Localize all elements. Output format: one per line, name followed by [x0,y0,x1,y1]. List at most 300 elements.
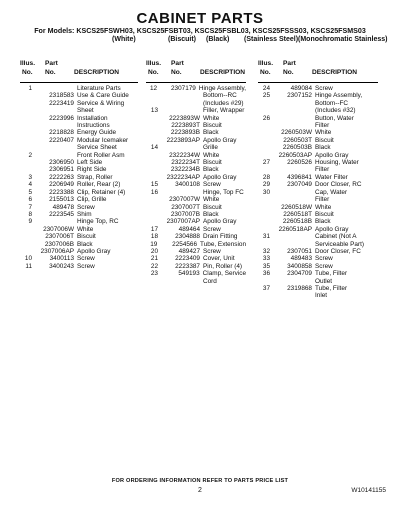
part-description: Black [77,240,93,248]
part-row [258,263,378,270]
part-description: Tube, Extension [200,240,246,248]
part-row [146,233,246,240]
header-no: No. [283,69,294,76]
part-row [146,218,246,225]
part-row [258,181,378,188]
illus-number [258,196,272,203]
illus-number [146,211,160,218]
part-row [20,226,138,233]
part-row [20,211,138,218]
part-description: Biscuit [203,159,222,167]
part-number [272,107,315,114]
part-description: Apollo Gray [315,225,349,233]
part-row [20,196,138,203]
illus-number: 32 [262,247,270,255]
illus-number: 31 [262,233,270,241]
part-number: 489084 [290,85,312,92]
part-number: 2307006W [43,225,74,233]
part-description: White [77,225,94,233]
part-row [258,196,378,203]
part-description: Roller, Rear (2) [77,181,121,189]
part-number [160,100,203,107]
part-number: 2260518B [282,218,312,226]
part-number: 2260503W [281,129,312,137]
part-number [160,92,203,99]
part-row [146,226,246,233]
part-description: Black [315,218,331,226]
part-description: Filler, Wrapper [203,107,245,115]
part-description: Clip, Grille [77,196,107,204]
part-description: Apollo Gray [203,173,237,181]
part-number: 2322234AP [166,173,200,181]
part-description: Black [315,144,331,152]
part-description: Hinge Top, RC [77,218,119,226]
part-description: Screw [203,181,221,189]
color-monochromatic: (Monochromatic Stainless) [298,36,388,43]
part-description: Screw [203,225,221,233]
header-description: DESCRIPTION [200,69,246,76]
header-no: No. [45,69,56,76]
part-number: 3400113 [49,255,74,263]
header-part: Part [45,60,58,67]
part-row [258,92,378,99]
illus-number [20,115,34,122]
part-number: 2223388 [49,188,74,196]
part-row [20,166,138,173]
part-description: Serviceable Part) [315,240,365,248]
part-row [20,189,138,196]
illus-number [146,278,160,285]
header-description: DESCRIPTION [74,69,120,76]
part-number: 2304709 [287,270,312,278]
part-row [146,166,246,173]
part-description: Filter [315,196,330,204]
illus-number: 14 [150,144,158,152]
header-no: No. [260,69,271,76]
illus-number: 37 [262,284,270,292]
part-description: Service & Wiring [77,99,125,107]
part-number: 2260518AP [278,225,312,233]
illus-number [20,226,34,233]
illus-number: 2 [28,151,32,159]
part-description: White [315,203,332,211]
part-number: 3400858 [287,262,312,270]
part-description: White [315,129,332,137]
part-description: (Includes #29) [203,99,244,107]
parts-rows [258,85,378,300]
illus-number [146,152,160,159]
part-row [20,152,138,159]
part-number [34,144,77,151]
illus-number [258,204,272,211]
illus-number [20,137,34,144]
part-description: Shim [77,210,92,218]
part-row [20,115,138,122]
part-row [20,181,138,188]
illus-number [258,152,272,159]
part-row [258,174,378,181]
column-header [258,60,378,83]
part-number [272,233,315,240]
part-row [20,241,138,248]
part-row [258,255,378,262]
part-number: 2319868 [287,284,312,292]
part-description: White [203,196,220,204]
part-description: Sheet [77,107,94,115]
part-number: 2307006T [45,233,74,241]
part-number [272,196,315,203]
illus-number [20,92,34,99]
part-row [258,241,378,248]
part-number: 2260518W [281,203,312,211]
illus-number [258,241,272,248]
part-row [146,107,246,114]
illus-number [258,137,272,144]
header-description: DESCRIPTION [312,69,358,76]
part-description: Biscuit [315,210,334,218]
part-row [258,233,378,240]
illus-number [20,248,34,255]
illus-number [146,129,160,136]
part-row [20,85,138,92]
part-number: 2260526 [287,159,312,167]
part-number: 2223409 [175,255,200,263]
part-row [146,196,246,203]
part-description: Filter [315,166,330,174]
illus-number: 12 [149,85,158,92]
part-row [20,107,138,114]
part-description: Hinge Assembly, [198,85,246,92]
part-description: Service Sheet [77,144,117,152]
part-number [34,122,77,129]
part-number: 4396841 [287,173,312,181]
part-description: Screw [315,255,333,263]
part-row [258,285,378,292]
part-number: 2260503T [283,136,312,144]
part-row [258,129,378,136]
part-row [146,270,246,277]
part-number [272,241,315,248]
part-description: Tube, Filter [315,284,348,292]
illus-number [146,100,160,107]
part-row [258,100,378,107]
part-number: 2223545 [49,210,74,218]
part-row [258,218,378,225]
part-row [258,152,378,159]
part-description: Black [203,210,219,218]
illus-number: 16 [150,188,158,196]
part-number [160,189,203,196]
part-description: Strap, Roller [77,173,113,181]
illus-number: 1 [28,85,32,92]
illus-number: 18 [150,233,158,241]
header-illus: Illus. [146,60,162,67]
part-description: Drain Fitting [203,233,238,241]
illus-number: 23 [150,270,158,278]
part-row [20,144,138,151]
illus-number: 36 [262,270,270,278]
part-row [146,181,246,188]
part-description: Energy Guide [77,129,117,137]
part-description: Cap, Water [315,188,348,196]
part-row [20,174,138,181]
part-row [258,226,378,233]
part-number: 2260503B [282,144,312,152]
part-number: 2306950 [49,159,74,167]
part-description: Door Closer, RC [315,181,362,189]
illus-number [258,292,272,299]
illus-number [20,129,34,136]
illus-number [258,226,272,233]
part-number [160,107,203,114]
part-description: Apollo Gray [315,151,349,159]
illus-number [258,218,272,225]
illus-number [146,196,160,203]
part-description: Instructions [77,122,110,130]
part-description: Apollo Gray [203,218,237,226]
illus-number: 26 [262,114,270,122]
part-row [146,278,246,285]
part-description: Installation [77,114,108,122]
part-description: Bottom--FC [315,99,349,107]
part-number: 2254566 [172,240,198,248]
part-number: 2307179 [170,85,196,92]
illus-number [20,241,34,248]
illus-number: 35 [262,262,270,270]
page-title: CABINET PARTS [136,10,264,27]
part-description: White [203,114,220,122]
part-row [258,278,378,285]
header-no: No. [22,69,33,76]
part-row [20,92,138,99]
illus-number: 7 [28,203,32,211]
part-number [34,152,77,159]
part-row [146,115,246,122]
illus-number [20,100,34,107]
part-row [258,115,378,122]
header-part: Part [283,60,296,67]
part-description: Screw [77,203,95,211]
part-row [20,129,138,136]
illus-number: 17 [150,225,158,233]
part-number [272,122,315,129]
part-description: Housing, Water [315,159,359,167]
part-row [258,189,378,196]
document-id: W10141155 [351,487,386,494]
part-description: Outlet [315,277,333,285]
part-row [20,233,138,240]
part-row [258,137,378,144]
column-header [20,60,138,83]
part-row [20,122,138,129]
part-number: 2307051 [287,247,312,255]
part-number: 2260518T [283,210,312,218]
part-description: Apollo Gray [203,136,237,144]
part-row [20,100,138,107]
illus-number: 10 [24,255,32,263]
part-number: 2206949 [49,181,74,189]
part-row [146,255,246,262]
part-number: 2307007AP [166,218,200,226]
part-number: 2307049 [287,181,312,189]
part-number: 2307006B [44,240,74,248]
part-row [146,248,246,255]
part-row [146,129,246,136]
illus-number [258,144,272,151]
part-number: 2222263 [49,173,74,181]
illus-number [146,159,160,166]
part-number: 549193 [178,270,200,278]
part-description: Screw [315,262,333,270]
parts-column-1 [20,60,138,270]
header-no: No. [148,69,159,76]
illus-number [146,166,160,173]
part-row [146,241,246,248]
part-number [160,278,203,285]
part-row [20,255,138,262]
ordering-footer: FOR ORDERING INFORMATION REFER TO PARTS PRICE LIST [111,478,289,484]
illus-number: 21 [150,255,158,263]
illus-number: 24 [262,85,270,92]
illus-number [20,107,34,114]
part-row [146,189,246,196]
parts-column-3 [258,60,378,300]
illus-number [146,122,160,129]
illus-number [258,122,272,129]
part-number [160,144,203,151]
illus-number [146,174,160,181]
illus-number: 8 [28,210,32,218]
part-number: 2223419 [49,99,74,107]
header-illus: Illus. [258,60,274,67]
part-description: Inlet [315,292,328,300]
part-description: Grille [203,144,218,152]
part-row [146,159,246,166]
part-row [258,122,378,129]
illus-number: 22 [150,262,158,270]
part-row [258,85,378,92]
part-number: 2306951 [49,166,74,174]
illus-number: 15 [150,181,158,189]
part-description: Literature Parts [77,85,121,92]
part-description: Apollo Gray [77,247,111,255]
part-row [146,204,246,211]
illus-number [146,92,160,99]
part-number [272,115,315,122]
illus-number [146,204,160,211]
part-row [258,211,378,218]
illus-number [258,107,272,114]
part-description: Button, Water [315,114,354,122]
part-row [146,137,246,144]
part-row [20,137,138,144]
illus-number [20,233,34,240]
illus-number: 30 [262,188,270,196]
color-white: (White) [112,36,136,43]
part-number: 2307152 [287,92,312,100]
part-description: Clip, Retainer (4) [77,188,126,196]
part-row [146,263,246,270]
illus-number: 28 [262,173,270,181]
part-number: 2322234B [170,166,200,174]
part-row [258,144,378,151]
part-description: Door Closer, FC [315,247,361,255]
part-number [272,278,315,285]
color-variants [0,36,400,45]
illus-number [20,144,34,151]
illus-number: 11 [25,262,32,270]
part-number: 2218828 [49,129,74,137]
parts-column-2 [146,60,246,285]
part-row [20,263,138,270]
illus-number: 9 [28,218,32,226]
part-number [272,189,315,196]
illus-number: 6 [28,196,32,204]
part-row [20,159,138,166]
part-row [20,248,138,255]
part-description: Cabinet (Not A [315,233,357,241]
part-description: Left Side [77,159,103,167]
illus-number [146,115,160,122]
part-description: Front Roller Asm [77,151,125,159]
part-number: 2223387 [175,262,200,270]
part-row [146,100,246,107]
part-description: Modular Icemaker [77,136,129,144]
part-number: 3400243 [49,262,74,270]
part-number: 2318583 [49,92,74,100]
illus-number [258,278,272,285]
part-number [272,292,315,299]
part-row [258,204,378,211]
illus-number: 5 [28,188,32,196]
part-number: 2223996 [49,114,74,122]
header-no: No. [171,69,182,76]
column-header [146,60,246,83]
part-description: Biscuit [315,136,334,144]
part-description: White [203,151,220,159]
part-description: Screw [77,262,95,270]
illus-number: 4 [28,181,32,189]
color-biscuit: (Biscuit) [168,36,196,43]
part-number: 2307007T [171,203,200,211]
part-description: Tube, Filter [315,270,348,278]
part-number: 3400108 [175,181,200,189]
illus-number [146,137,160,144]
part-description: Hinge, Top FC [203,188,244,196]
part-number [34,218,77,225]
part-description: Right Side [77,166,107,174]
illus-number [20,122,34,129]
part-description: Biscuit [203,203,222,211]
illus-number [146,218,160,225]
part-number [272,166,315,173]
part-number: 2155013 [49,196,74,204]
part-row [258,292,378,299]
part-description: Black [203,166,219,174]
models-line: For Models: KSCS25FSWH03, KSCS25FSBT03, KSCS25FSBL03, KSCS25FSSS03, KSCS25FSMS03 [34,27,366,35]
color-black: (Black) [206,36,230,43]
part-description: Pin, Roller (4) [203,262,243,270]
parts-rows [20,85,138,270]
part-description: Use & Care Guide [77,92,129,100]
illus-number: 20 [150,247,158,255]
part-description: Screw [77,255,95,263]
part-row [258,166,378,173]
part-number: 2223893W [169,114,200,122]
part-number [34,107,77,114]
part-description: Black [203,129,219,137]
part-row [146,174,246,181]
